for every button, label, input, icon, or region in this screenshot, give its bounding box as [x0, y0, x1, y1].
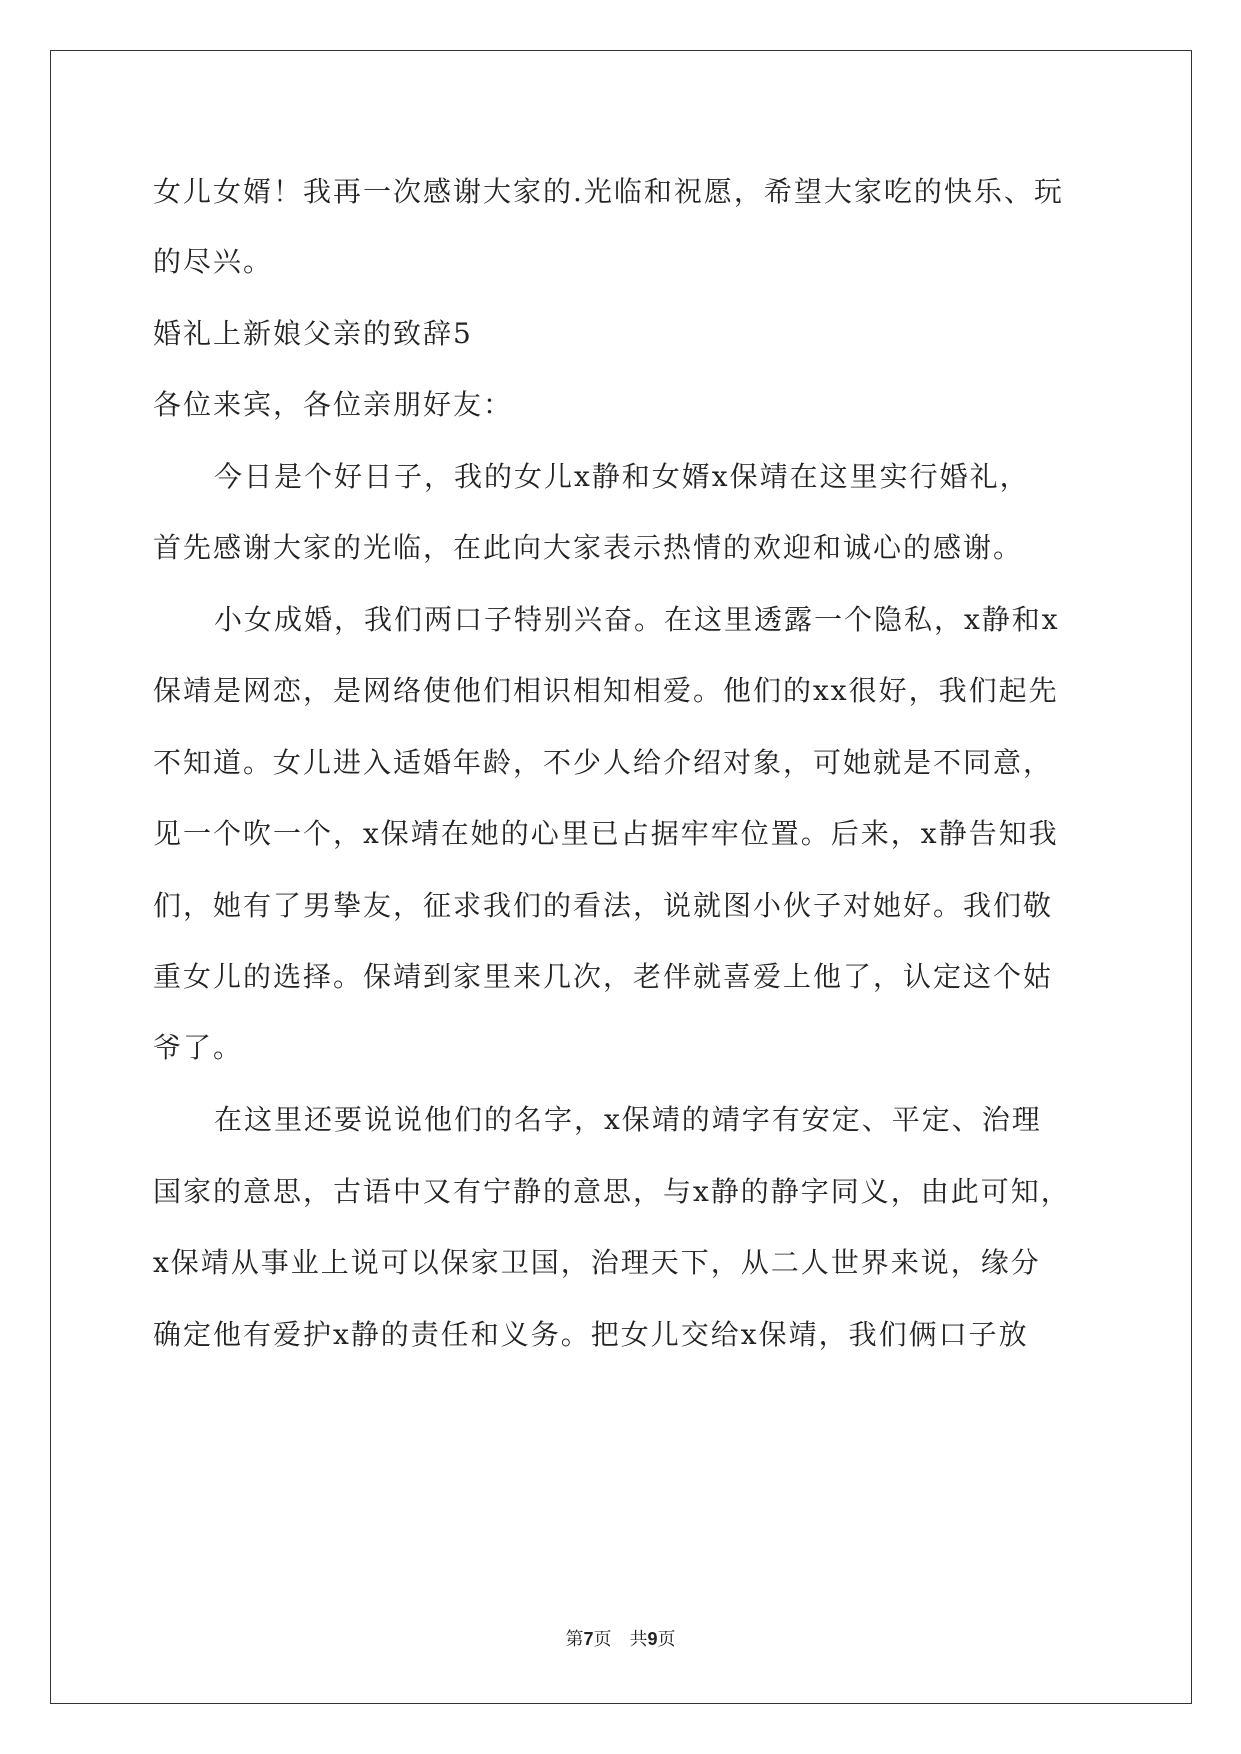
- text-line: 女儿女婿！我再一次感谢大家的.光临和祝愿，希望大家吃的快乐、玩: [153, 175, 1064, 208]
- text-line: 在这里还要说说他们的名字，x保靖的靖字有安定、平定、治理: [214, 1103, 1042, 1136]
- page-footer: [0, 1627, 1241, 1652]
- text-line: 们，她有了男挚友，征求我们的看法，说就图小伙子对她好。我们敬: [153, 889, 1054, 922]
- text-line: 见一个吹一个，x保靖在她的心里已占据牢牢位置。后来，x静告知我: [153, 817, 1059, 850]
- total-pages-number: 9: [647, 1629, 658, 1649]
- text-line: 的尽兴。: [153, 245, 274, 278]
- text-line: 首先感谢大家的光临，在此向大家表示热情的欢迎和诚心的感谢。: [153, 531, 1024, 564]
- page-border: [50, 50, 1192, 1704]
- page-mid: 页 共: [593, 1629, 648, 1650]
- page-suffix: 页: [657, 1629, 676, 1650]
- text-line: 重女儿的选择。保靖到家里来几次，老伴就喜爱上他了，认定这个姑: [153, 960, 1054, 993]
- text-line: 国家的意思，古语中又有宁静的意思，与x静的静字同义，由此可知，: [153, 1175, 1071, 1208]
- current-page-number: 7: [583, 1629, 594, 1649]
- section-heading: 婚礼上新娘父亲的致辞5: [153, 317, 473, 350]
- salutation: 各位来宾，各位亲朋好友：: [153, 388, 514, 421]
- text-line: 不知道。女儿进入适婚年龄，不少人给介绍对象，可她就是不同意，: [153, 746, 1054, 779]
- page-prefix: 第: [565, 1629, 584, 1650]
- text-line: 今日是个好日子，我的女儿x静和女婿x保靖在这里实行婚礼，: [214, 460, 1030, 493]
- text-line: 确定他有爱护x静的责任和义务。把女儿交给x保靖，我们俩口子放: [153, 1318, 1029, 1351]
- text-line: 保靖是网恋，是网络使他们相识相知相爱。他们的xx很好，我们起先: [153, 674, 1059, 707]
- text-line: 小女成婚，我们两口子特别兴奋。在这里透露一个隐私，x静和x: [214, 603, 1060, 636]
- text-line: x保靖从事业上说可以保家卫国，治理天下，从二人世界来说，缘分: [153, 1246, 1041, 1279]
- text-line: 爷了。: [153, 1031, 244, 1064]
